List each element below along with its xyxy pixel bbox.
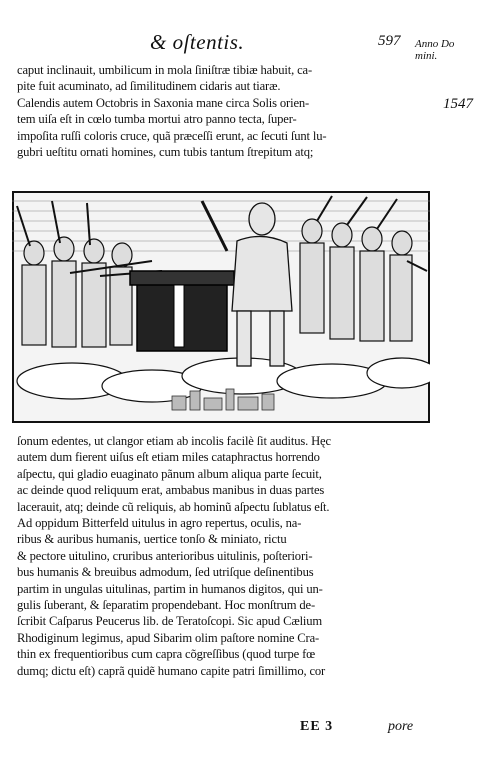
text-line: dumq; dictu eſt) caprã quidẽ humano capite patri ſimillimo, cor xyxy=(17,663,326,678)
text-line: autem dum fierent uiſus eſt etiam miles cataphractus horrendo xyxy=(17,450,320,465)
text-block-bottom xyxy=(17,433,417,679)
text-line: caput inclinauit, umbilicum in mola ſiniſtræ tibiæ habuit, ca- xyxy=(17,63,312,77)
text-line: ribus & auribus humanis, uertice tonſo & miniato, rictu xyxy=(17,532,287,547)
margin-note-anno-domini: Anno Do mini. xyxy=(415,38,455,62)
text-line: gulis ſuberant, & ſeparatim propendebant. Hoc monſtrum de- xyxy=(17,598,316,613)
text-line: bus humanis & breuibus admodum, ſed utriſque deſinentibus xyxy=(17,565,314,580)
text-line: partim in ungulas uitulinas, partim in humanos digitos, qui un- xyxy=(17,581,323,596)
text-line: lacerauit, atq; deinde cũ reliquis, ab hominũ aſpectu ſublatus eſt. xyxy=(17,499,330,514)
text-line: ſonum edentes, ut clangor etiam ab incolis facilè ſit auditus. Hęc xyxy=(17,434,331,448)
woodcut-illustration xyxy=(12,191,430,423)
text-line: gubri ueſtitu ornati homines, cum tubis tantum ſtrepitum atq; xyxy=(17,145,314,160)
text-line: tem uiſa eſt in cœlo tumba mortui atro panno tecta, ſuper- xyxy=(17,112,297,127)
text-line: ſcribit Caſparus Peucerus lib. de Teratoſcopi. Sic apud Cælium xyxy=(17,614,323,629)
margin-year: 1547 xyxy=(443,96,473,112)
text-block-top xyxy=(17,62,417,160)
text-line: impoſita ruſſi coloris cruce, quã præceſſi erunt, ac ſecuti ſunt lu- xyxy=(17,128,327,143)
catchword: pore xyxy=(388,719,414,734)
text-line: Ad oppidum Bitterfeld uitulus in agro repertus, oculis, na- xyxy=(17,516,302,531)
page-number: 597 xyxy=(378,33,401,49)
text-line: thin ex frequentioribus cum capra cõgreſſibus (quod turpe fœ xyxy=(17,647,316,662)
running-title: & oſtentis. xyxy=(150,30,245,54)
text-line: ac deinde quod reliquum erat, ambabus manibus in duas partes xyxy=(17,483,325,498)
text-line: Calendis autem Octobris in Saxonia mane circa Solis orien- xyxy=(17,95,310,110)
text-line: pite fuit acuminato, ad ſimilitudinem cidaris aut tiaræ. xyxy=(17,79,281,94)
text-line: & pectore uitulino, cruribus anterioribus uitulinis, poſteriori- xyxy=(17,548,313,563)
text-line: aſpectu, qui gladio euaginato pãnum album aliqua parte ſecuit, xyxy=(17,466,322,481)
text-line: Rhodiginum legimus, apud Sibarim olim paſtore nomine Cra- xyxy=(17,630,320,645)
signature-mark: EE 3 xyxy=(300,719,334,734)
